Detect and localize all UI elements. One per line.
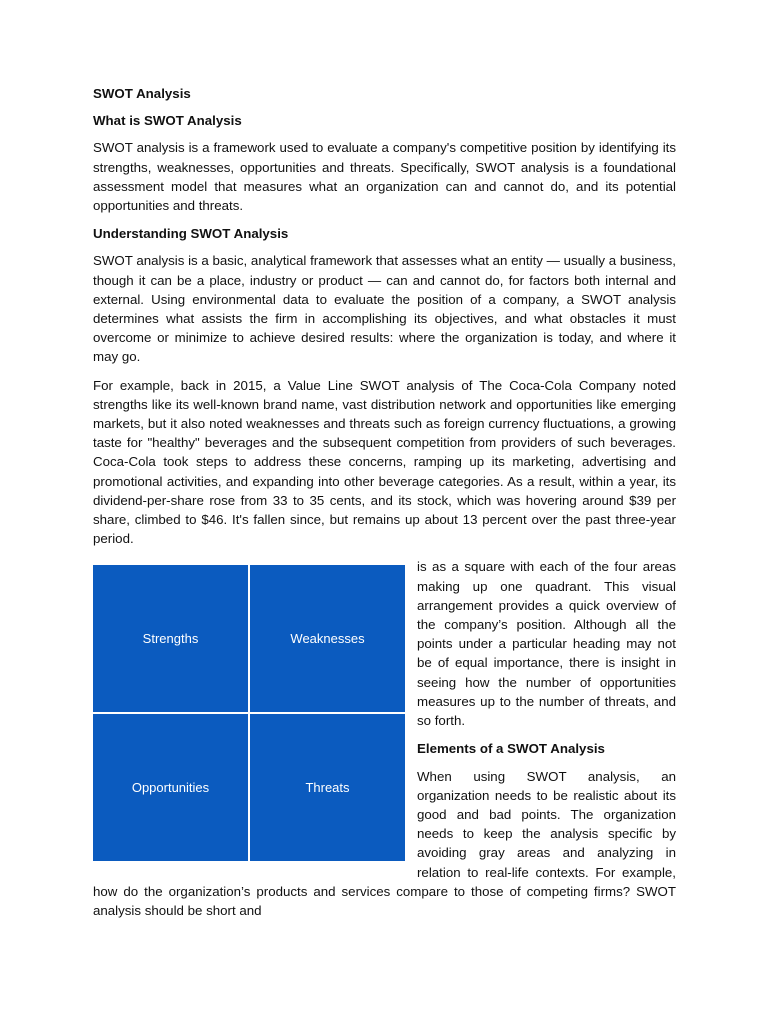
paragraph-definition: SWOT analysis is a framework used to evaluate a company's competitive position by identifying its strengths, weaknesses, opportunities and threats. Specifically, SWOT analysis is a foundational assessment model that measures what an organization can and cannot do, and its potential opportunities and threats. [93,140,676,214]
paragraph-understanding: SWOT analysis is a basic, analytical framework that assesses what an entity — usually a business, though it can be a place, industry or product — can and cannot do, for factors both internal and external. Using environmental data to evaluate the position of a company, a SWOT analysis determines what assists the firm in accomplishing its objectives, and what obstacles it must overcome or minimize to achieve desired results: where the organization is today, and where it may go. [93,253,676,365]
paragraph-example: For example, back in 2015, a Value Line SWOT analysis of The Coca-Cola Company noted strengths like its well-known brand name, vast distribution network and opportunities like emerging markets, but it also noted weaknesses and threats such as foreign currency fluctuations, a growing taste for "healthy" beverages and the subsequent competition from providers of such beverages. Coca-Cola took steps to address these concerns, ramping up its marketing, advertising and promotional activities, and expanding into other beverage categories. As a result, within a year, its dividend-per-share rose from 33 to 35 cents, and its stock, which was hovering around $39 per share, climbed to $46. It's fallen since, but remains up about 13 percent over the past three-year period. [93,377,676,547]
swot-section [93,557,676,929]
section-heading-what-is: What is SWOT Analysis [93,113,242,129]
document-body [93,84,676,929]
section-heading-understanding: Understanding SWOT Analysis [93,226,289,242]
paragraph-elements: When using SWOT analysis, an organization needs to be realistic about its good and bad points. The organization needs to keep the analysis specific by avoiding gray areas and analyzing in relation to real-life contexts. For example, how do the organization’s products and services compare to those of competing firms? SWOT analysis should be short and [93,768,676,918]
section-heading-elements: Elements of a SWOT Analysis [417,741,605,757]
document-title: SWOT Analysis [93,86,191,101]
paragraph-square-description: is as a square with each of the four areas making up one quadrant. This visual arrangement provides a quick overview of the company’s position. Although all the points under a particular heading may not be of equal importance, there is insight in seeing how the number of opportunities measures up to the number of threats, and so forth. [417,559,676,729]
swot-quadrant-opportunities: Opportunities [93,714,248,861]
swot-quadrant-strengths: Strengths [93,565,248,712]
swot-quadrant-weaknesses: Weaknesses [250,565,405,712]
swot-diagram [93,565,405,861]
swot-quadrant-threats: Threats [250,714,405,861]
